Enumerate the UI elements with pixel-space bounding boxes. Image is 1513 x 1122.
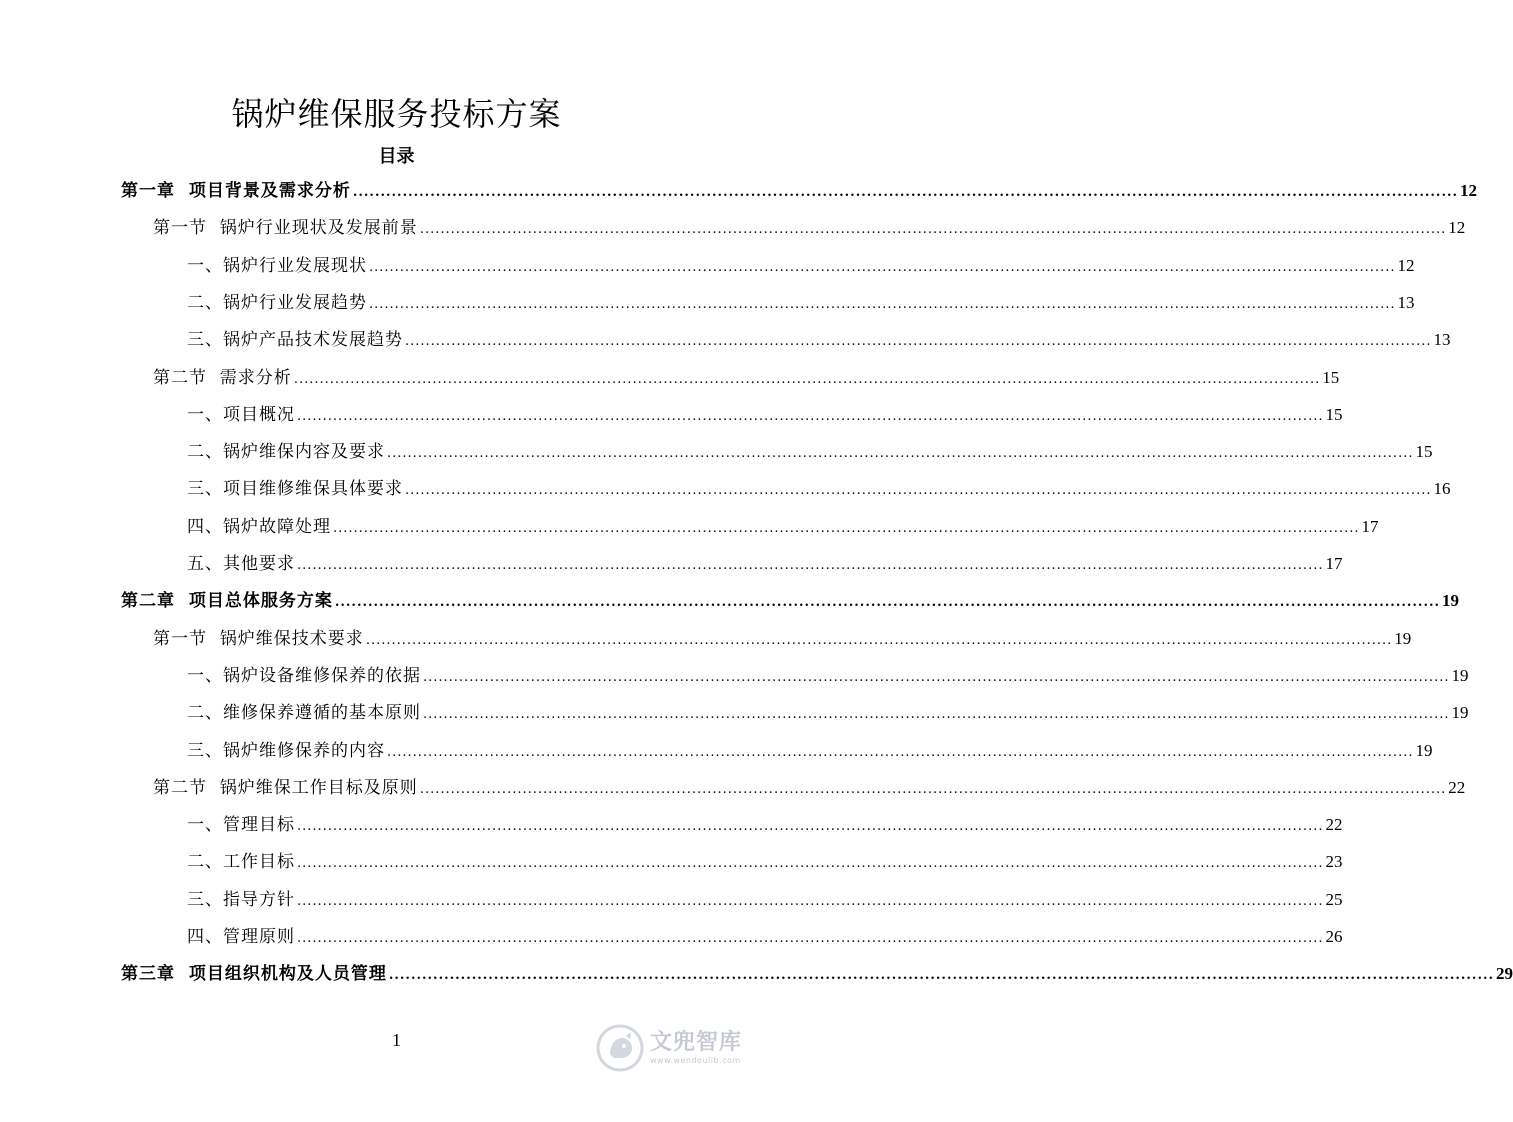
document-title: 锅炉维保服务投标方案 <box>231 95 562 133</box>
toc-entry-page: 13 <box>1397 292 1415 312</box>
toc-heading: 目录 <box>378 146 415 167</box>
toc-entry-page: 12 <box>1448 218 1466 238</box>
toc-dot-leader: ........................................................................................................................................................................................................ <box>352 185 1459 200</box>
toc-dot-leader: ........................................................................................................................................................................................................ <box>405 483 1432 499</box>
toc-entry-page: 16 <box>1433 479 1451 499</box>
toc-dot-leader: ........................................................................................................................................................................................................ <box>293 371 1321 387</box>
toc-dot-leader: ........................................................................................................................................................................................................ <box>369 259 1396 275</box>
toc-entry[interactable] <box>153 624 1412 654</box>
toc-entry-page: 17 <box>1325 554 1343 573</box>
toc-entry[interactable] <box>121 176 1478 206</box>
page-number: 1 <box>392 1030 401 1050</box>
toc-entry-page: 19 <box>1442 591 1460 611</box>
toc-entry-label: 第一节 锅炉维保技术要求 <box>153 628 364 649</box>
toc-dot-leader: ........................................................................................................................................................................................................ <box>297 408 1324 424</box>
toc-entry[interactable] <box>187 288 1415 318</box>
toc-entry-page: 13 <box>1433 330 1451 350</box>
toc-entry-label: 一、锅炉设备维修保养的依据 <box>187 665 421 686</box>
toc-entry[interactable] <box>187 736 1433 766</box>
toc-entry-label: 第二章 项目总体服务方案 <box>121 591 333 612</box>
toc-entry[interactable] <box>187 810 1343 840</box>
toc-entry-page: 26 <box>1325 927 1343 946</box>
toc-entry-page: 25 <box>1325 889 1343 909</box>
toc-dot-leader: ........................................................................................................................................................................................................ <box>405 334 1432 350</box>
toc-entry-label: 二、工作目标 <box>187 852 295 873</box>
toc-entry-label: 二、维修保养遵循的基本原则 <box>187 703 421 724</box>
toc-entry[interactable] <box>187 474 1451 504</box>
toc-dot-leader: ........................................................................................................................................................................................................ <box>387 446 1414 462</box>
toc-entry-label: 三、项目维修维保具体要求 <box>187 479 403 500</box>
toc-entry-label: 一、管理目标 <box>187 815 295 836</box>
toc-entry[interactable] <box>187 400 1343 430</box>
toc-entry-page: 19 <box>1415 740 1433 760</box>
toc-entry-page: 22 <box>1448 777 1466 797</box>
toc-entry-label: 四、锅炉故障处理 <box>187 516 331 537</box>
toc-entry-page: 15 <box>1322 367 1340 387</box>
toc-entry[interactable] <box>121 586 1460 616</box>
toc-entry-page: 15 <box>1325 404 1343 424</box>
toc-entry[interactable] <box>187 661 1469 691</box>
toc-dot-leader: ........................................................................................................................................................................................................ <box>297 893 1324 909</box>
toc-entry-page: 19 <box>1451 665 1469 685</box>
toc-entry-page: 12 <box>1397 255 1415 275</box>
toc-entry[interactable] <box>187 698 1469 728</box>
toc-dot-leader: ........................................................................................................................................................................................................ <box>388 968 1495 984</box>
toc-dot-leader: ........................................................................................................................................................................................................ <box>423 707 1450 723</box>
toc-entry-page: 29 <box>1496 964 1513 984</box>
toc-entry[interactable] <box>187 885 1343 915</box>
toc-entry-label: 第一章 项目背景及需求分析 <box>121 181 351 201</box>
toc-entry-label: 二、锅炉维保内容及要求 <box>187 442 385 463</box>
toc-entry-label: 第一节 锅炉行业现状及发展前景 <box>153 218 418 239</box>
toc-entry[interactable] <box>121 959 1513 989</box>
dog-logo-icon <box>596 1024 644 1072</box>
watermark <box>596 1020 776 1076</box>
toc-dot-leader: ........................................................................................................................................................................................................ <box>387 744 1414 760</box>
toc-entry-label: 五、其他要求 <box>187 554 295 574</box>
toc-entry[interactable] <box>187 437 1433 467</box>
toc-entry[interactable] <box>153 213 1466 243</box>
toc-entry-label: 二、锅炉行业发展趋势 <box>187 292 367 313</box>
toc-entry-page: 17 <box>1361 516 1379 536</box>
watermark-url: www.wendoulib.com <box>650 1056 741 1065</box>
toc-entry-label: 三、锅炉维修保养的内容 <box>187 740 385 761</box>
toc-dot-leader: ........................................................................................................................................................................................................ <box>297 819 1324 835</box>
toc-entry-label: 一、项目概况 <box>187 404 295 425</box>
toc-dot-leader: ........................................................................................................................................................................................................ <box>297 856 1324 872</box>
toc-entry-page: 15 <box>1415 442 1433 462</box>
toc-entry[interactable] <box>187 922 1343 952</box>
toc-dot-leader: ........................................................................................................................................................................................................ <box>423 669 1450 685</box>
toc-entry-label: 第二节 需求分析 <box>153 367 292 388</box>
watermark-brand: 文兜智库 <box>650 1030 743 1055</box>
toc-entry[interactable] <box>187 251 1415 281</box>
toc-entry-label: 第二节 锅炉维保工作目标及原则 <box>153 777 418 798</box>
toc-dot-leader: ........................................................................................................................................................................................................ <box>365 632 1393 648</box>
toc-entry-page: 19 <box>1451 703 1469 723</box>
toc-entry-label: 四、管理原则 <box>187 927 295 947</box>
toc-entry-page: 19 <box>1394 628 1412 648</box>
toc-entry-label: 一、锅炉行业发展现状 <box>187 255 367 276</box>
toc-entry[interactable] <box>187 549 1343 579</box>
toc-entry[interactable] <box>153 363 1340 393</box>
toc-dot-leader: ........................................................................................................................................................................................................ <box>297 931 1324 946</box>
toc-dot-leader: ........................................................................................................................................................................................................ <box>297 558 1324 573</box>
toc-entry-label: 第三章 项目组织机构及人员管理 <box>121 964 387 985</box>
toc-entry-label: 三、指导方针 <box>187 889 295 910</box>
toc-entry-label: 三、锅炉产品技术发展趋势 <box>187 330 403 351</box>
toc-entry-page: 12 <box>1460 181 1478 200</box>
toc-entry[interactable] <box>187 512 1379 542</box>
toc-entry[interactable] <box>187 847 1343 877</box>
toc-dot-leader: ........................................................................................................................................................................................................ <box>419 222 1447 238</box>
toc-entry[interactable] <box>153 773 1466 803</box>
toc-entry-page: 23 <box>1325 852 1343 872</box>
toc-dot-leader: ........................................................................................................................................................................................................ <box>369 296 1396 312</box>
toc-dot-leader: ........................................................................................................................................................................................................ <box>334 595 1441 611</box>
toc-entry-page: 22 <box>1325 815 1343 835</box>
toc-dot-leader: ........................................................................................................................................................................................................ <box>419 781 1447 797</box>
toc-entry[interactable] <box>187 325 1451 355</box>
toc-dot-leader: ........................................................................................................................................................................................................ <box>333 520 1360 536</box>
